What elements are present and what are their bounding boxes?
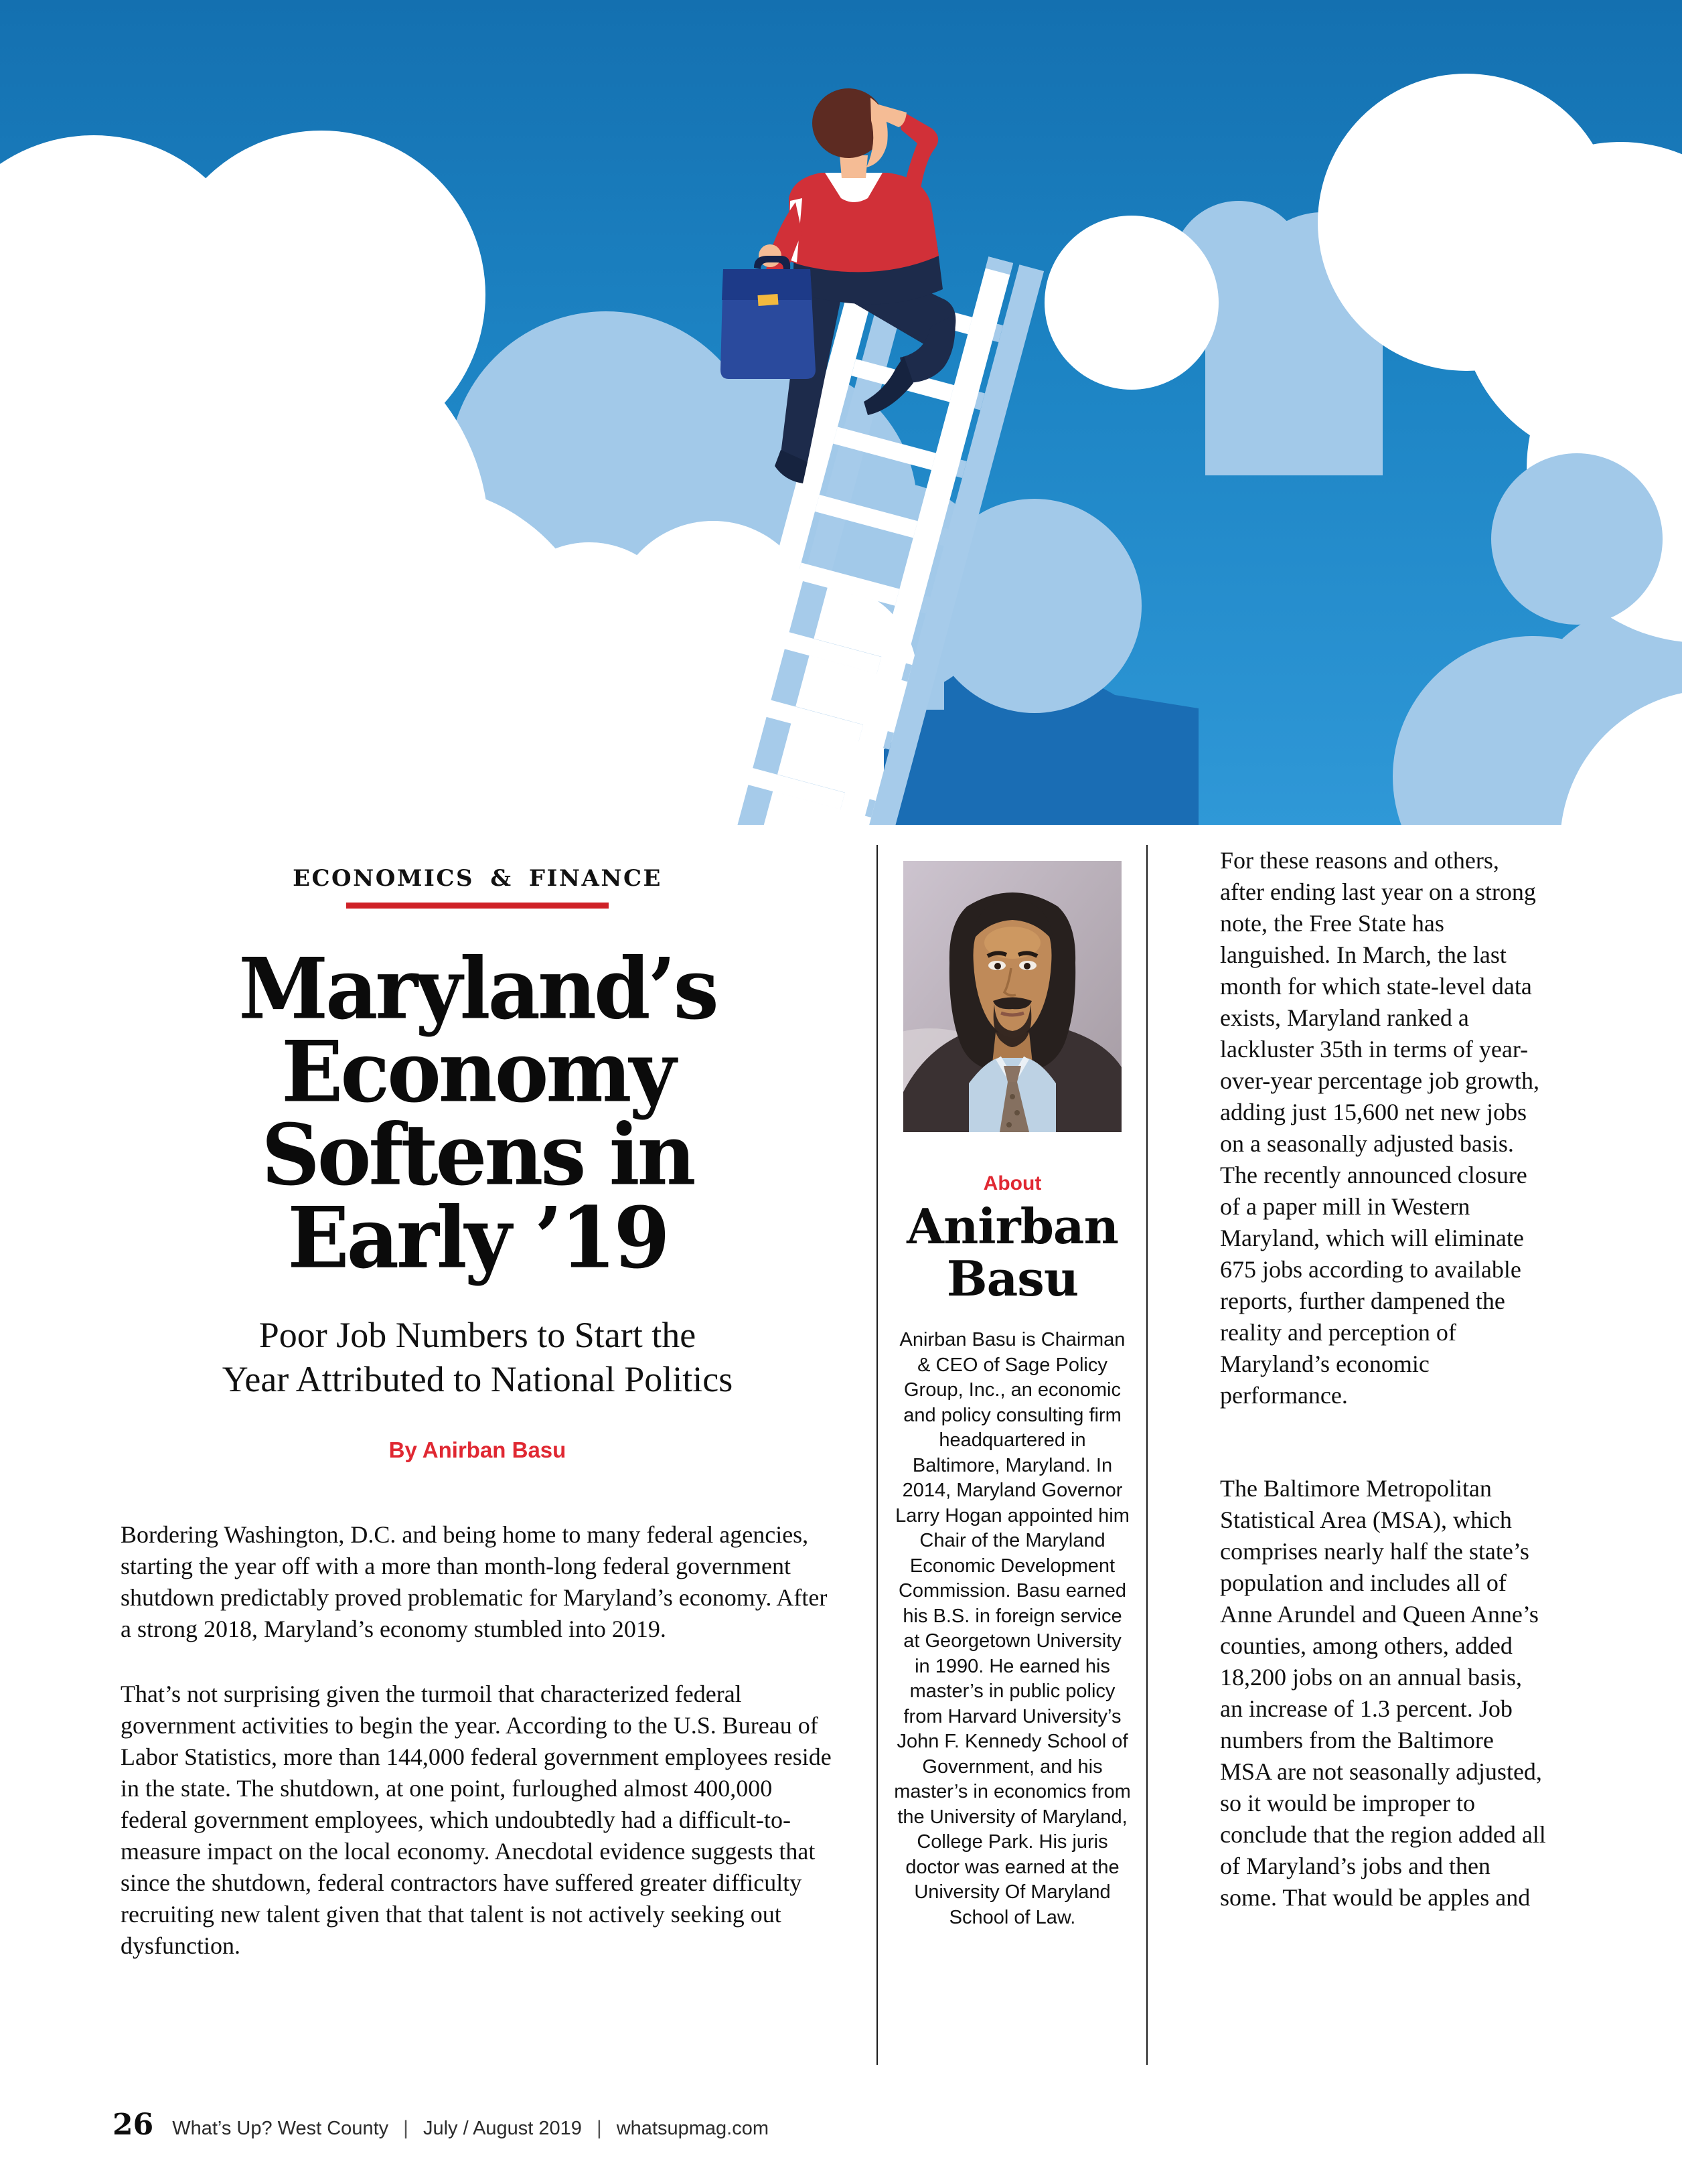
article-title <box>121 939 834 1288</box>
about-column <box>878 861 1146 1930</box>
page-number: 26 <box>112 2108 154 2142</box>
anirban-basu-photo <box>903 861 1122 1132</box>
article-left-column <box>121 865 834 1995</box>
body-paragraph: The Baltimore Metropolitan Statistical Area (MSA), which comprises nearly half the state’s population and includes all of Anne Arundel and Queen Anne’s counties, among others, added 18,200 jobs on an annual basis, an increase of 1.3 percent. Job numbers from the Baltimore MSA are not seasonally adjusted, so it would be improper to conclude that the region added all of Maryland’s jobs and then some. That would be apples and <box>1220 1475 1546 1911</box>
powder-notch <box>1491 453 1663 625</box>
subtitle-line: Poor Job Numbers to Start the <box>258 1315 696 1355</box>
briefcase-clasp <box>757 294 778 306</box>
page-footer <box>112 2108 769 2142</box>
magazine-name: What’s Up? West County <box>172 2118 389 2139</box>
about-label: About <box>983 1172 1042 1194</box>
neck <box>840 155 868 178</box>
title-line: Economy <box>281 1022 674 1121</box>
byline: By Anirban Basu <box>388 1437 566 1462</box>
left-body-copy <box>121 1519 834 1962</box>
column-divider-right <box>1146 845 1148 2065</box>
kicker-underline <box>346 903 609 909</box>
article-subtitle <box>121 1313 834 1401</box>
body-paragraph: For these reasons and others, after ending last year on a strong note, the Free State has languished. In March, the last month for which state-level data exists, Maryland ranked a lackluster 35th in terms of year-over-year percentage job growth, adding just 15,600 net new jobs on a seasonally adjusted basis. The recently announced closure of a paper mill in Western Maryland, which will eliminate 675 jobs according to available reports, further dampened the reality and perception of Maryland’s economic performance. <box>1220 847 1540 1409</box>
title-line: Maryland’s <box>238 939 716 1038</box>
body-paragraph: Bordering Washington, D.C. and being home to many federal agencies, starting the year off with a more than month-long federal government shutdown predictably proved problematic for Maryland’s economy. After a strong 2018, Maryland’s economy stumbled into 2019. <box>121 1521 828 1642</box>
footer-separator: | <box>596 2117 602 2139</box>
about-name-line: Anirban <box>907 1198 1118 1255</box>
about-bio: Anirban Basu is Chairman & CEO of Sage Policy Group, Inc., an economic and policy consulting firm headquartered in Baltimore, Maryland. In 2014, Maryland Governor Larry Hogan appointed him Chair of the Maryland Economic Development Commission. Basu earned his B.S. in foreign service at Georgetown University in 1990. He earned his master’s in public policy from Harvard University’s John F. Kennedy School of Government, and his master’s in economics from the University of Maryland, College Park. His juris doctor was earned at the University Of Maryland School of Law. <box>894 1329 1131 1928</box>
section-kicker: ECONOMICS & FINANCE <box>293 865 662 892</box>
subtitle-line: Year Attributed to National Politics <box>222 1359 733 1399</box>
footer-separator: | <box>403 2117 408 2139</box>
sky-ladder-illustration <box>0 0 1682 825</box>
website-url: whatsupmag.com <box>616 2118 769 2139</box>
about-name <box>878 1200 1146 1305</box>
body-paragraph: That’s not surprising given the turmoil that characterized federal government activities to begin the year. According to the U.S. Bureau of Labor Statistics, more than 144,000 federal government employees reside in the state. The shutdown, at one point, furloughed almost 400,000 federal government employees, which undoubtedly had a difficult-to-measure impact on the local economy. Anecdotal evidence suggests that since the shutdown, federal contractors have suffered greater difficulty recruiting new talent given that that talent is not actively seeking out dysfunction. <box>121 1681 832 1959</box>
title-line: Early ’19 <box>287 1188 668 1288</box>
article-right-column <box>1220 845 1547 1975</box>
about-name-line: Basu <box>946 1250 1079 1307</box>
title-line: Softens in <box>261 1105 694 1204</box>
issue-date: July / August 2019 <box>423 2118 582 2139</box>
column-divider-left <box>876 845 878 2065</box>
footer-meta <box>172 2117 769 2140</box>
